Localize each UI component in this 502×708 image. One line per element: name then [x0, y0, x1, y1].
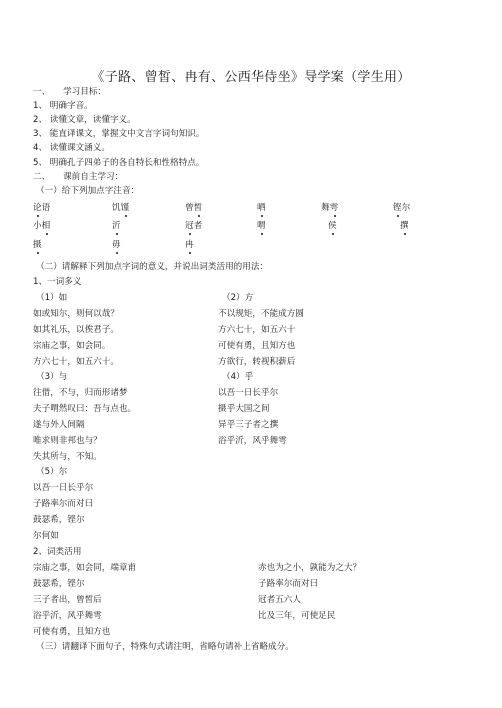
word-usage-right: 赤也为之小，孰能为之大？	[258, 563, 362, 573]
polysemy-left-line: 宗庙之事，如会同。	[33, 341, 111, 351]
pinyin-word: 冉	[185, 240, 194, 251]
word-usage-left: 鼓瑟希，铿尔	[33, 579, 85, 589]
word-usage-right: 冠者五六人	[258, 595, 301, 605]
word-usage-left: 浴乎沂，风乎舞雩	[33, 611, 102, 621]
polysemy-left-line: 夫子喟然叹曰：吾与点也。	[33, 404, 137, 414]
polysemy-left-line: （5）尔	[36, 467, 68, 477]
section-1-heading: 一、 学习目标：	[33, 87, 107, 97]
pinyin-word: 铿尔	[393, 203, 410, 214]
pinyin-word: 撰	[400, 221, 409, 232]
polysemy-left-line: 子路率尔而对曰	[33, 499, 94, 509]
word-usage-left: 宗庙之事，如会同，端章甫	[33, 563, 137, 573]
polysemy-left-line: 失其所与，不知。	[33, 452, 102, 462]
pinyin-word: 喟	[257, 221, 266, 232]
word-usage-left: 三子者出，曾皙后	[33, 595, 102, 605]
word-usage-heading: 2、词类活用	[33, 547, 82, 557]
word-usage-left: 可使有勇，且知方也	[33, 627, 111, 637]
pinyin-word: 摄	[33, 240, 42, 251]
polysemy-left-line: 如其礼乐，以俟君子。	[33, 325, 119, 335]
pinyin-word: 饥馑	[112, 203, 129, 214]
section-2-heading: 二、 课前自主学习：	[33, 172, 124, 182]
polysemy-right-line: （2）方	[222, 293, 254, 303]
word-usage-right: 子路率尔而对曰	[258, 579, 319, 589]
interpretation-subheading: （二）请解释下列加点字词的意义，并说出词类活用的用法：	[36, 262, 269, 272]
polysemy-right-line: （4）乎	[222, 372, 254, 382]
polysemy-right-line: 不以规矩，不能成方圆	[218, 309, 304, 319]
pinyin-subheading: （一）给下列加点字注音：	[36, 186, 140, 196]
objective-item: 2、 读懂文章，读懂字义。	[33, 115, 136, 125]
polysemy-left-line: 尔何如	[33, 531, 59, 541]
polysemy-left-line: 往借，不与，归而形诸梦	[33, 388, 128, 398]
polysemy-right-line: 摄乎大国之间	[218, 404, 270, 414]
polysemy-right-line: 以吾一日长乎尔	[218, 388, 279, 398]
polysemy-right-line: 异乎三子者之撰	[218, 420, 279, 430]
objective-item: 5、 明确孔子四弟子的各自特长和性格特点。	[33, 158, 205, 168]
polysemy-left-line: 唯求则非邦也与？	[33, 436, 102, 446]
objective-item: 1、 明确字音。	[33, 101, 93, 111]
polysemy-right-line: 可使有勇，且知方也	[218, 341, 296, 351]
pinyin-word: 舞雩	[321, 203, 338, 214]
objective-item: 4、 读懂课文涵义。	[33, 143, 110, 153]
polysemy-left-line: 鼓瑟希，铿尔	[33, 515, 85, 525]
objective-item: 3、 能直译课文，掌握文中文言字词句知识。	[33, 129, 205, 139]
translation-subheading: （三）请翻译下面句子，特殊句式请注明，省略句请补上省略成分。	[36, 642, 294, 652]
pinyin-word: 小相	[33, 221, 50, 232]
polysemy-right-line: 浴乎沂，风乎舞雩	[218, 436, 287, 446]
polysemy-left-line: 如或知尔，则何以哉？	[33, 309, 119, 319]
polysemy-left-line: （3）与	[36, 372, 68, 382]
pinyin-word: 冠者	[185, 221, 202, 232]
polysemy-heading: 1、一词多义	[33, 277, 82, 287]
pinyin-word: 论语	[33, 203, 50, 214]
pinyin-word: 沂	[112, 221, 121, 232]
pinyin-word: 曾皙	[185, 203, 202, 214]
polysemy-left-line: 遂与外人间隔	[33, 420, 85, 430]
pinyin-word: 侯	[328, 221, 337, 232]
polysemy-left-line: 以吾一日长乎尔	[33, 483, 94, 493]
polysemy-right-line: 方欲行，转视积薪后	[218, 357, 296, 367]
word-usage-right: 比及三年，可使足民	[258, 611, 336, 621]
pinyin-word: 哂	[257, 203, 266, 214]
polysemy-left-line: （1）如	[36, 293, 68, 303]
pinyin-word: 毋	[112, 240, 121, 251]
polysemy-left-line: 方六七十，如五六十。	[33, 357, 119, 367]
page-title: 《子路、曾皙、冉有、公西华侍坐》导学案（学生用）	[91, 70, 411, 85]
polysemy-right-line: 方六七十，如五六十	[218, 325, 296, 335]
